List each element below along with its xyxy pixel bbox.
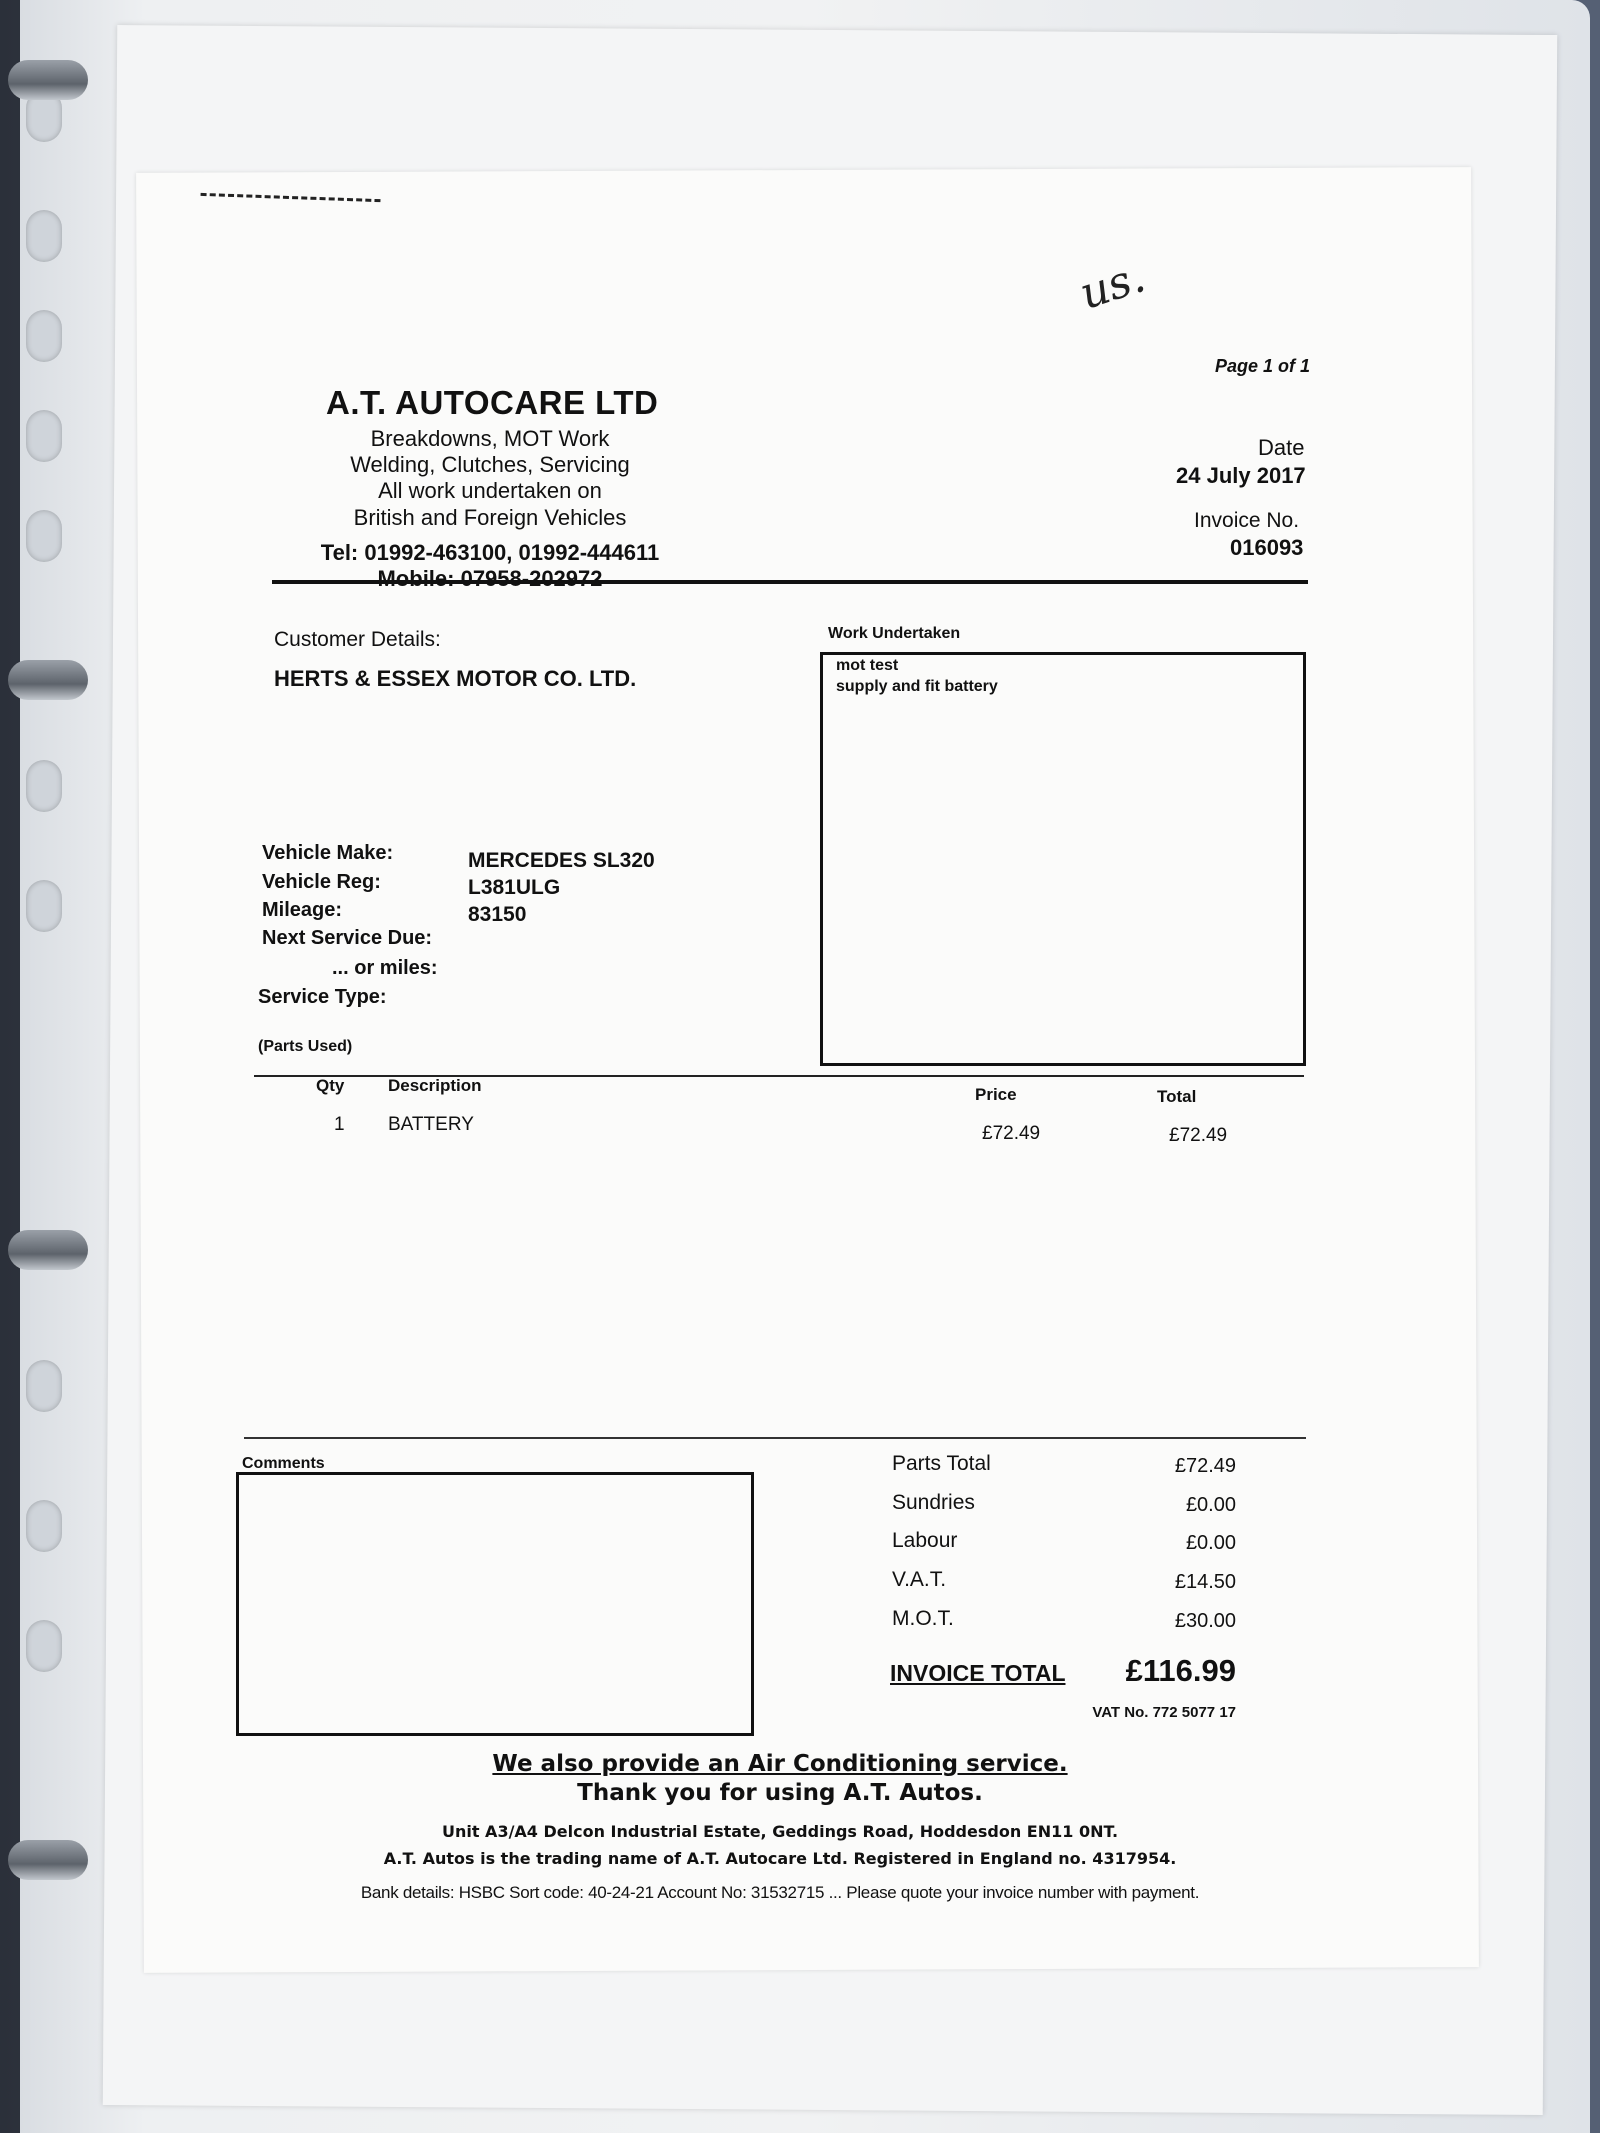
header-divider	[272, 580, 1308, 584]
mileage: 83150	[468, 903, 527, 926]
thank-you: Thank you for using A.T. Autos.	[577, 1780, 983, 1806]
punch-hole	[26, 880, 62, 932]
bank-details: Bank details: HSBC Sort code: 40-24-21 Account No: 31532715 ... Please quote your invoice number with payment.	[360, 1883, 1200, 1902]
work-line: supply and fit battery	[836, 678, 998, 695]
punch-hole	[26, 1360, 62, 1412]
binder-ring	[8, 1230, 88, 1270]
parts-total-label: Parts Total	[892, 1452, 991, 1475]
binder-ring	[8, 660, 88, 700]
punch-hole	[26, 210, 62, 262]
customer-name: HERTS & ESSEX MOTOR CO. LTD.	[274, 666, 637, 691]
invoice-date: 24 July 2017	[1176, 463, 1306, 488]
tagline-line: All work undertaken on	[378, 478, 602, 503]
labour: £0.00	[1185, 1532, 1236, 1554]
comments-box	[236, 1472, 754, 1736]
binder-ring	[8, 1840, 88, 1880]
punch-holes	[18, 60, 78, 2060]
vehicle-reg-label: Vehicle Reg:	[262, 871, 381, 893]
vat: £14.50	[1174, 1571, 1236, 1593]
or-miles-label: ... or miles:	[332, 957, 438, 979]
tagline-line: Breakdowns, MOT Work	[370, 426, 610, 451]
punch-hole	[26, 1620, 62, 1672]
company-address: Unit A3/A4 Delcon Industrial Estate, Geddings Road, Hoddesdon EN11 0NT.	[441, 1822, 1119, 1841]
vehicle-reg: L381ULG	[468, 876, 561, 899]
price-header: Price	[975, 1085, 1017, 1104]
next-service-label: Next Service Due:	[262, 927, 433, 949]
invoice-number-label: Invoice No.	[1194, 509, 1300, 532]
customer-label: Customer Details:	[274, 628, 441, 651]
mot: £30.00	[1174, 1610, 1236, 1632]
part-description: BATTERY	[388, 1114, 474, 1135]
vat-label: V.A.T.	[892, 1568, 947, 1591]
totals-divider	[244, 1437, 1306, 1439]
labour-label: Labour	[892, 1529, 958, 1552]
handwritten-note: us.	[1073, 251, 1152, 320]
work-undertaken-label: Work Undertaken	[828, 625, 961, 642]
work-undertaken-box	[820, 652, 1306, 1066]
punch-hole	[26, 510, 62, 562]
punch-hole	[26, 410, 62, 462]
company-name: A.T. AUTOCARE LTD	[326, 384, 659, 421]
binder-ring	[8, 60, 88, 100]
work-line: mot test	[836, 657, 899, 674]
invoice-total-label: INVOICE TOTAL	[890, 1660, 1066, 1686]
invoice-number: 016093	[1230, 535, 1304, 560]
parts-used-label: (Parts Used)	[258, 1038, 353, 1055]
page-number: Page 1 of 1	[1215, 356, 1311, 376]
punch-hole	[26, 1500, 62, 1552]
tagline-line: British and Foreign Vehicles	[353, 505, 627, 530]
pen-scribble	[199, 193, 380, 232]
service-type-label: Service Type:	[258, 986, 387, 1008]
sundries: £0.00	[1185, 1494, 1236, 1516]
punch-hole	[26, 760, 62, 812]
vat-number: VAT No. 772 5077 17	[1092, 1704, 1236, 1721]
punch-hole	[26, 310, 62, 362]
sundries-label: Sundries	[892, 1491, 975, 1514]
vehicle-make: MERCEDES SL320	[468, 849, 655, 872]
description-header: Description	[388, 1076, 482, 1095]
qty-header: Qty	[316, 1076, 345, 1095]
total-header: Total	[1157, 1087, 1197, 1106]
part-price: £72.49	[982, 1123, 1041, 1144]
part-qty: 1	[334, 1114, 345, 1135]
mileage-label: Mileage:	[262, 899, 343, 921]
date-label: Date	[1258, 435, 1305, 460]
comments-label: Comments	[242, 1455, 325, 1472]
tagline-line: Welding, Clutches, Servicing	[350, 452, 630, 477]
vehicle-make-label: Vehicle Make:	[262, 842, 394, 864]
part-total: £72.49	[1169, 1125, 1228, 1146]
invoice-total: £116.99	[1125, 1653, 1236, 1688]
telephone: Tel: 01992-463100, 01992-444611	[320, 540, 660, 565]
registration-note: A.T. Autos is the trading name of A.T. Autocare Ltd. Registered in England no. 4317954.	[383, 1849, 1177, 1868]
mobile: Mobile: 07958-202972	[377, 566, 603, 591]
parts-total: £72.49	[1174, 1455, 1236, 1477]
mot-label: M.O.T.	[892, 1607, 954, 1630]
aircon-notice: We also provide an Air Conditioning service.	[492, 1751, 1068, 1777]
